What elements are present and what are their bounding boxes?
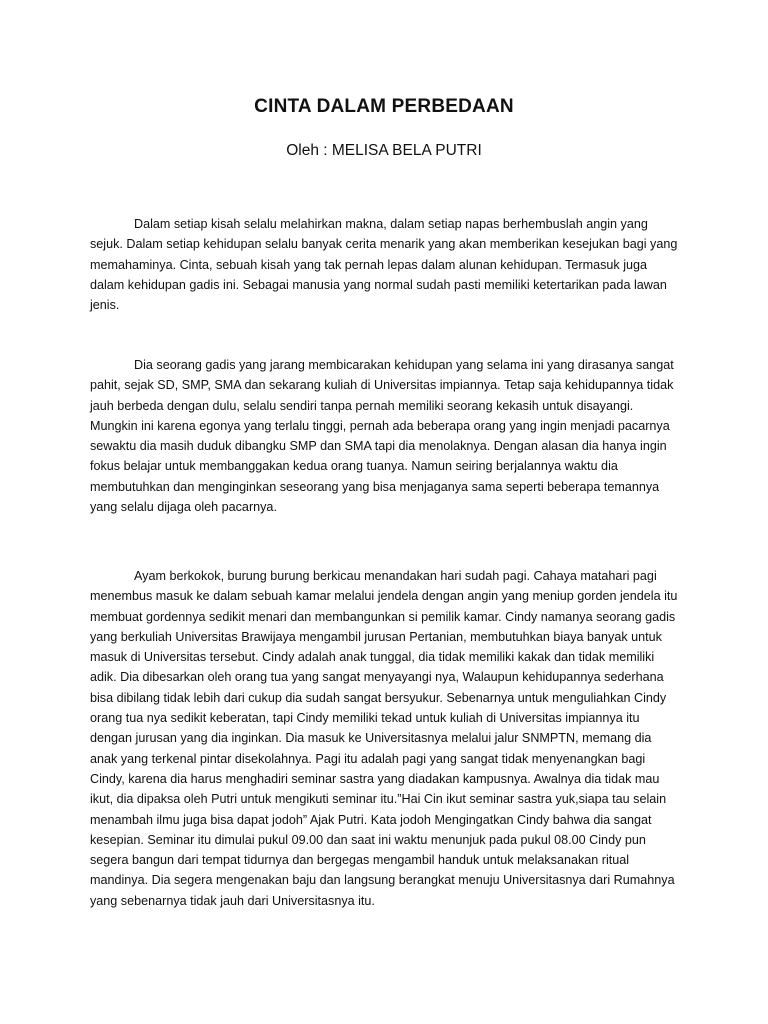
document-author: Oleh : MELISA BELA PUTRI [286, 142, 482, 159]
paragraph-1: Dalam setiap kisah selalu melahirkan makna, dalam setiap napas berhembuslah angin yang sejuk. Dalam setiap kehidupan selalu banyak cerita menarik yang akan memberikan kesejukan bagi yang memahaminya. Cinta, sebuah kisah yang tak pernah lepas dalam alunan kehidupan. Termasuk juga dalam kehidupan gadis ini. Sebagai manusia yang normal sudah pasti memiliki ketertarikan pada lawan jenis. [90, 217, 678, 313]
paragraph-3: Ayam berkokok, burung burung berkicau menandakan hari sudah pagi. Cahaya matahari pagi menembus masuk ke dalam sebuah kamar melalui jendela dengan angin yang meniup gorden jendela itu membuat gordennya sedikit menari dan membangunkan si pemilik kamar. Cindy namanya seorang gadis yang berkuliah Universitas Brawijaya mengambil jurusan Pertanian, membutuhkan biaya banyak untuk masuk di Universitas tersebut. Cindy adalah anak tunggal, dia tidak memiliki kakak dan tidak memiliki adik. Dia dibesarkan oleh orang tua yang sangat menyayangi nya, Walaupun kehidupannya sederhana bisa dibilang tidak lebih dari cukup dia sudah sangat bersyukur. Sebenarnya untuk menguliahkan Cindy orang tua nya sedikit keberatan, tapi Cindy memiliki tekad untuk kuliah di Universitas impiannya itu dengan jurusan yang dia inginkan. Dia masuk ke Universitasnya melalui jalur SNMPTN, memang dia anak yang terkenal pintar disekolahnya. Pagi itu adalah pagi yang sangat tidak menyenangkan bagi Cindy, karena dia harus menghadiri seminar sastra yang diadakan kampusnya. Awalnya dia tidak mau ikut, dia dipaksa oleh Putri untuk mengikuti seminar itu.”Hai Cin ikut seminar sastra yuk,siapa tau selain menambah ilmu juga bisa dapat jodoh” Ajak Putri. Kata jodoh Mengingatkan Cindy bahwa dia sangat kesepian. Seminar itu dimulai pukul 09.00 dan saat ini waktu menunjuk pada pukul 08.00 Cindy pun segera bangun dari tempat tidurnya dan bergegas mengambil handuk untuk melaksanakan ritual mandinya. Dia segera mengenakan baju dan langsung berangkat menuju Universitasnya dari Rumahnya yang sebenarnya tidak jauh dari Universitasnya itu. [90, 569, 678, 908]
document-title: CINTA DALAM PERBEDAAN [254, 96, 514, 117]
paragraph-2: Dia seorang gadis yang jarang membicarakan kehidupan yang selama ini yang dirasanya sangat pahit, sejak SD, SMP, SMA dan sekarang kuliah di Universitas impiannya. Tetap saja kehidupannya tidak jauh berbeda dengan dulu, selalu sendiri tanpa pernah memiliki seorang kekasih untuk disayangi. Mungkin ini karena egonya yang terlalu tinggi, pernah ada beberapa orang yang ingin menjadi pacarnya sewaktu dia masih duduk dibangku SMP dan SMA tapi dia menolaknya. Dengan alasan dia hanya ingin fokus belajar untuk membanggakan kedua orang tuanya. Namun seiring berjalannya waktu dia membutuhkan dan menginginkan seseorang yang bisa menjaganya sama seperti beberapa temannya yang selalu dijaga oleh pacarnya. [90, 358, 674, 515]
